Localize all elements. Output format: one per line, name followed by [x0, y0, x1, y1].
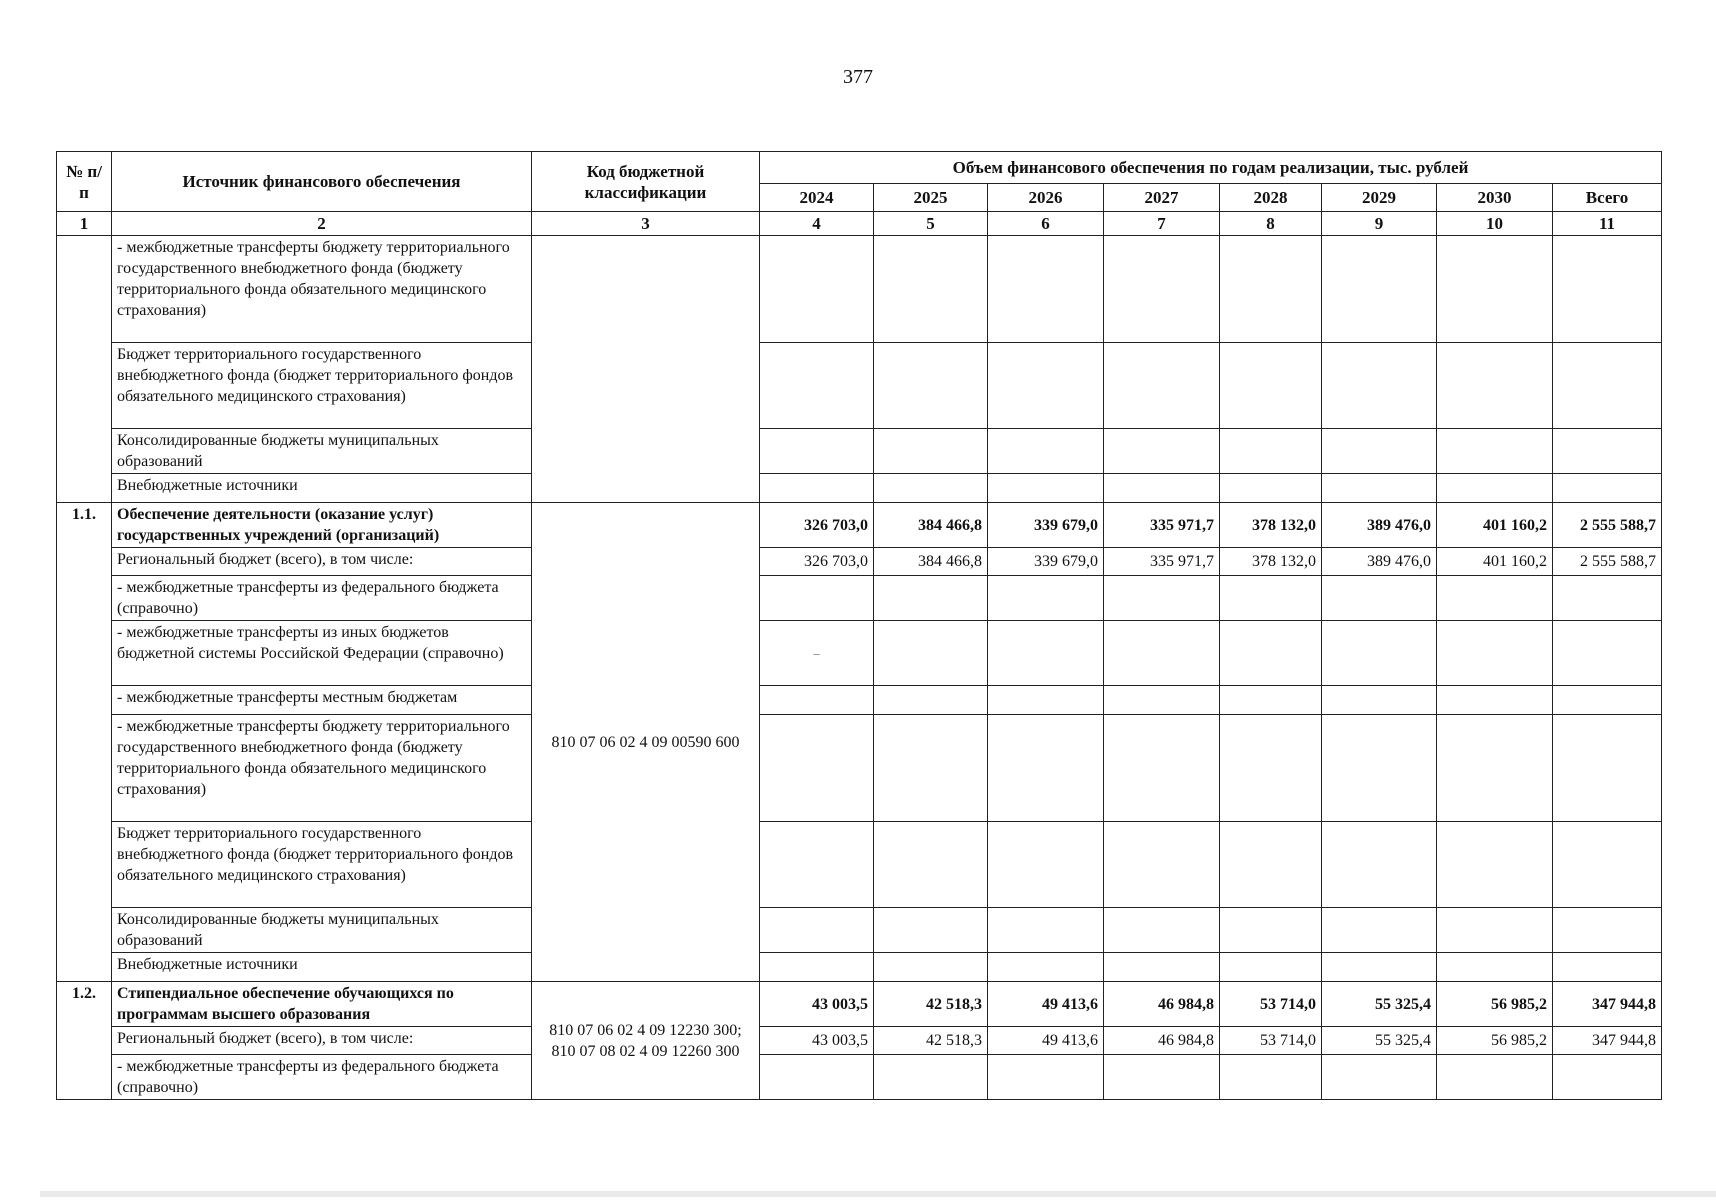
row-label: - межбюджетные трансферты бюджету территориального государственного внебюджетного фонда (бюджету территориального фонда обязательного медицинского страхования)	[112, 236, 532, 343]
value-cell: 326 703,0	[760, 503, 874, 548]
table-row	[57, 953, 1662, 982]
total-cell: 347 944,8	[1553, 1027, 1662, 1055]
col-number: 2	[112, 212, 532, 236]
value-cell: 384 466,8	[874, 548, 988, 576]
value-cell: 42 518,3	[874, 1027, 988, 1055]
value-cell: 46 984,8	[1104, 982, 1220, 1027]
table-row	[57, 822, 1662, 908]
dash-mark: –	[760, 621, 874, 686]
value-cell: 378 132,0	[1220, 548, 1322, 576]
row-code	[532, 236, 760, 503]
value-cell: 389 476,0	[1322, 548, 1437, 576]
row-label: - межбюджетные трансферты из иных бюджетов бюджетной системы Российской Федерации (справочно)	[112, 621, 532, 686]
header-year: 2025	[874, 184, 988, 212]
value-cell: 401 160,2	[1437, 503, 1553, 548]
total-cell: 347 944,8	[1553, 982, 1662, 1027]
value-cell: 55 325,4	[1322, 982, 1437, 1027]
budget-code-line: 810 07 06 02 4 09 12230 300;	[549, 1021, 742, 1039]
value-cell: 335 971,7	[1104, 503, 1220, 548]
row-label: - межбюджетные трансферты из федерального бюджета (справочно)	[112, 1055, 532, 1100]
header-code: Код бюджетной классификации	[532, 152, 760, 212]
col-number: 10	[1437, 212, 1553, 236]
value-cell: 53 714,0	[1220, 1027, 1322, 1055]
value-cell: 56 985,2	[1437, 982, 1553, 1027]
section-number: 1.2.	[57, 982, 112, 1100]
page-number: 377	[843, 66, 873, 88]
row-label: - межбюджетные трансферты местным бюджетам	[112, 686, 532, 715]
value-cell: 49 413,6	[988, 1027, 1104, 1055]
total-cell: 2 555 588,7	[1553, 503, 1662, 548]
row-num	[57, 236, 112, 503]
value-cell: 384 466,8	[874, 503, 988, 548]
table-row	[57, 343, 1662, 429]
value-cell: 53 714,0	[1220, 982, 1322, 1027]
table-row	[57, 474, 1662, 503]
budget-code	[532, 982, 760, 1100]
header-source: Источник финансового обеспечения	[112, 152, 532, 212]
value-cell: 43 003,5	[760, 1027, 874, 1055]
row-label: - межбюджетные трансферты бюджету территориального государственного внебюджетного фонда (бюджету территориального фонда обязательного медицинского страхования)	[112, 715, 532, 822]
value-cell: 326 703,0	[760, 548, 874, 576]
value-cell: 46 984,8	[1104, 1027, 1220, 1055]
section-title: Стипендиальное обеспечение обучающихся по программам высшего образования	[112, 982, 532, 1027]
financing-table	[56, 151, 1662, 1100]
header-year: 2028	[1220, 184, 1322, 212]
header-num: № п/п	[57, 152, 112, 212]
value-cell: 389 476,0	[1322, 503, 1437, 548]
table-row	[57, 548, 1662, 576]
scan-bottom-edge	[40, 1191, 1716, 1197]
table-row	[57, 576, 1662, 621]
table-row	[57, 429, 1662, 474]
col-number: 1	[57, 212, 112, 236]
header-total: Всего	[1553, 184, 1662, 212]
table-row	[57, 1055, 1662, 1100]
row-label: Региональный бюджет (всего), в том числе:	[112, 1027, 532, 1055]
col-number: 9	[1322, 212, 1437, 236]
row-label: Консолидированные бюджеты муниципальных образований	[112, 908, 532, 953]
col-number: 7	[1104, 212, 1220, 236]
value-cell: 335 971,7	[1104, 548, 1220, 576]
section-title: Обеспечение деятельности (оказание услуг) государственных учреждений (организаций)	[112, 503, 532, 548]
total-cell: 2 555 588,7	[1553, 548, 1662, 576]
table-row	[57, 1027, 1662, 1055]
value-cell: 378 132,0	[1220, 503, 1322, 548]
value-cell: 55 325,4	[1322, 1027, 1437, 1055]
row-label: Внебюджетные источники	[112, 953, 532, 982]
row-label: Региональный бюджет (всего), в том числе:	[112, 548, 532, 576]
table-row	[57, 908, 1662, 953]
row-label: Бюджет территориального государственного внебюджетного фонда (бюджет территориального фондов обязательного медицинского страхования)	[112, 343, 532, 429]
col-number: 3	[532, 212, 760, 236]
col-number: 8	[1220, 212, 1322, 236]
table-row	[57, 621, 1662, 686]
table-row	[57, 236, 1662, 343]
header-year: 2024	[760, 184, 874, 212]
budget-code-line: 810 07 08 02 4 09 12260 300	[551, 1042, 740, 1060]
value-cell: 43 003,5	[760, 982, 874, 1027]
row-label: Консолидированные бюджеты муниципальных образований	[112, 429, 532, 474]
value-cell: 339 679,0	[988, 503, 1104, 548]
section-title-row	[57, 982, 1662, 1027]
col-number: 4	[760, 212, 874, 236]
header-year: 2027	[1104, 184, 1220, 212]
value-cell: 401 160,2	[1437, 548, 1553, 576]
table-row	[57, 715, 1662, 822]
row-label: Внебюджетные источники	[112, 474, 532, 503]
table-row	[57, 686, 1662, 715]
value-cell: 49 413,6	[988, 982, 1104, 1027]
value-cell: 339 679,0	[988, 548, 1104, 576]
budget-code: 810 07 06 02 4 09 00590 600	[532, 503, 760, 982]
value-cell: 42 518,3	[874, 982, 988, 1027]
col-number: 11	[1553, 212, 1662, 236]
header-year: 2029	[1322, 184, 1437, 212]
header-volume: Объем финансового обеспечения по годам реализации, тыс. рублей	[760, 152, 1662, 184]
section-number: 1.1.	[57, 503, 112, 982]
header-year: 2030	[1437, 184, 1553, 212]
header-year: 2026	[988, 184, 1104, 212]
row-label: - межбюджетные трансферты из федерального бюджета (справочно)	[112, 576, 532, 621]
section-title-row	[57, 503, 1662, 548]
row-label: Бюджет территориального государственного внебюджетного фонда (бюджет территориального фондов обязательного медицинского страхования)	[112, 822, 532, 908]
col-number: 6	[988, 212, 1104, 236]
value-cell: 56 985,2	[1437, 1027, 1553, 1055]
col-number: 5	[874, 212, 988, 236]
